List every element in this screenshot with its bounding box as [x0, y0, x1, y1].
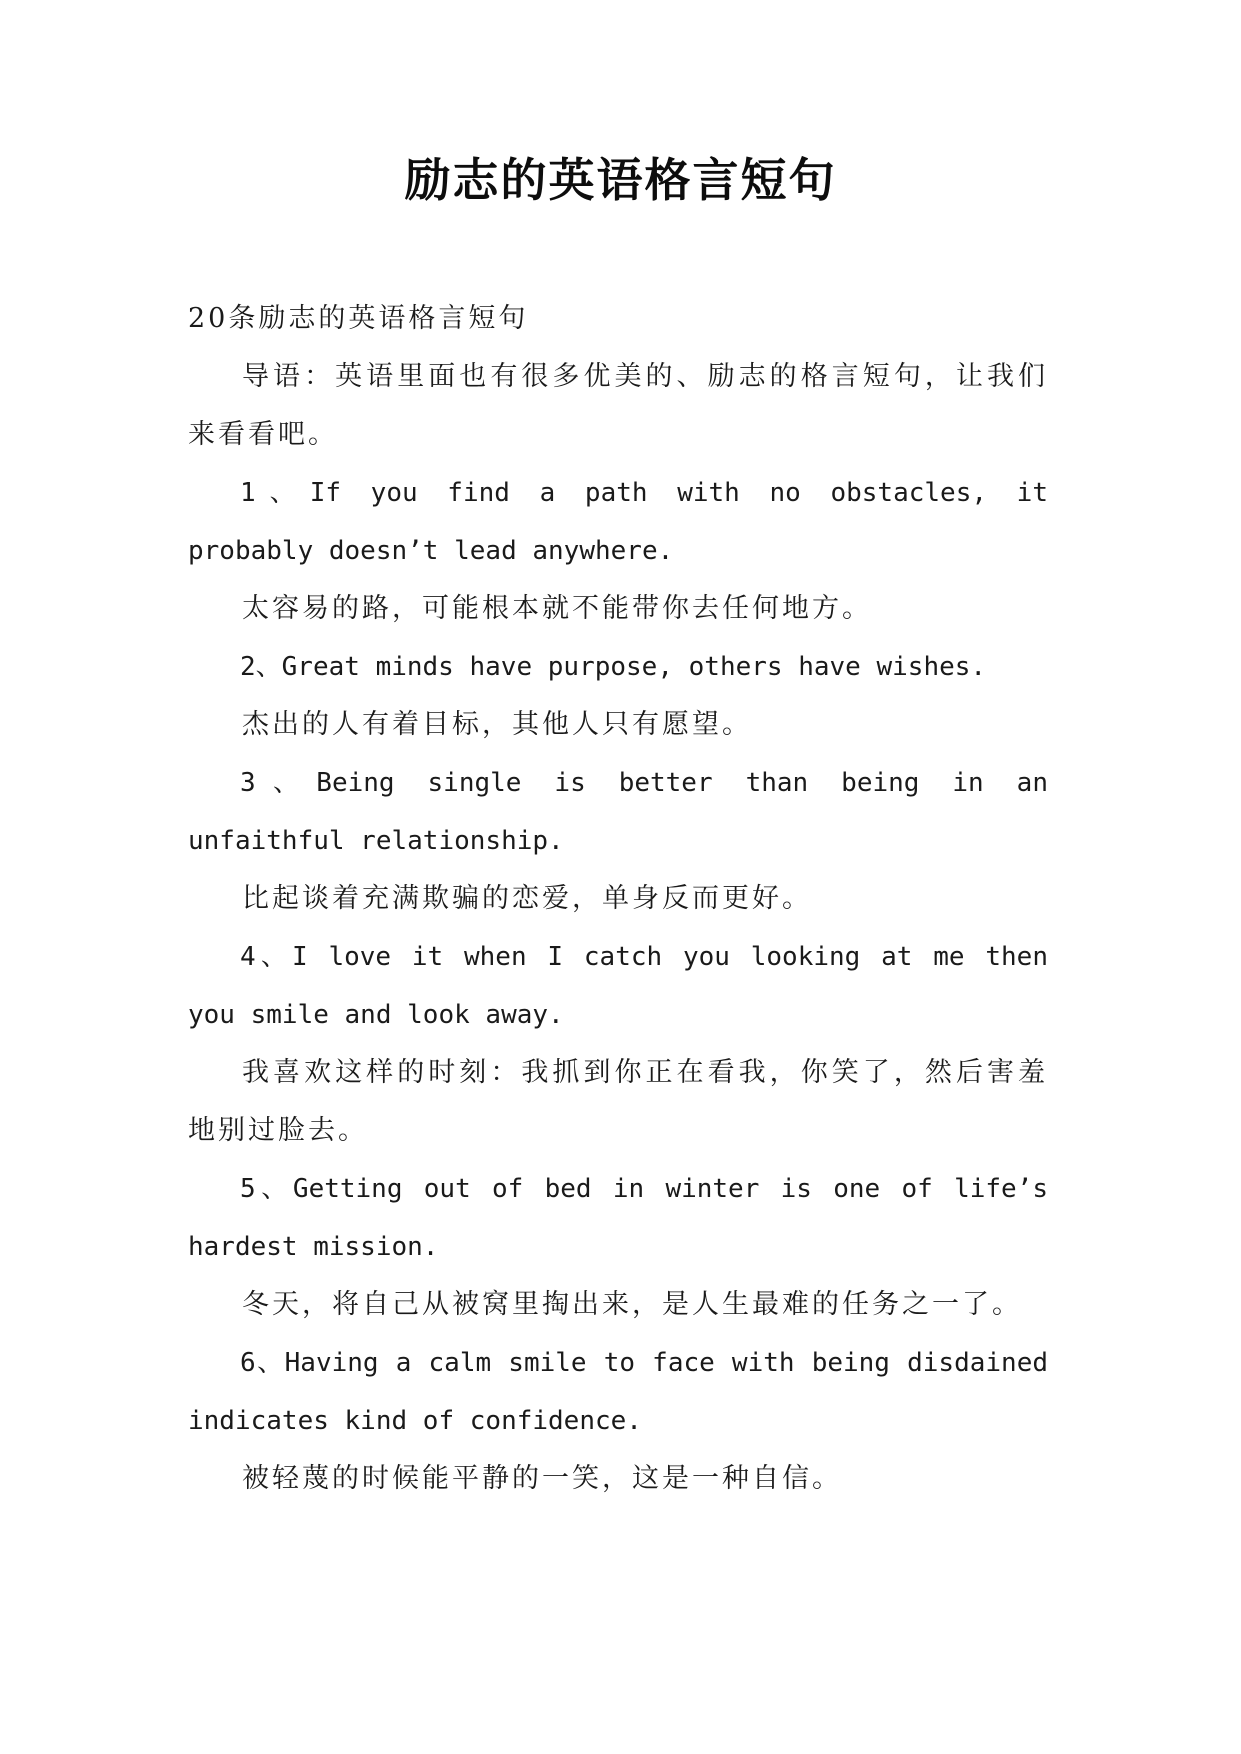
quote-chinese-2: 杰出的人有着目标，其他人只有愿望。 — [242, 709, 752, 740]
quote-english-4: 4、I love it when I catch you looking at me then you smile and look away. — [188, 942, 1048, 1030]
quote-english-1: 1、If you find a path with no obstacles, it probably doesn’t lead anywhere. — [188, 478, 1048, 566]
quote-english-2: 2、Great minds have purpose, others have wishes. — [240, 652, 987, 682]
quote-chinese-1: 太容易的路，可能根本就不能带你去任何地方。 — [242, 593, 872, 624]
section-heading: 20条励志的英语格言短句 — [188, 303, 529, 334]
document-body — [188, 290, 1048, 1508]
quote-english-5: 5、Getting out of bed in winter is one of life’s hardest mission. — [188, 1174, 1048, 1262]
intro-paragraph: 导语：英语里面也有很多优美的、励志的格言短句，让我们来看看吧。 — [188, 361, 1048, 450]
quote-chinese-5: 冬天，将自己从被窝里掏出来，是人生最难的任务之一了。 — [242, 1289, 1022, 1320]
quote-chinese-4: 我喜欢这样的时刻：我抓到你正在看我，你笑了，然后害羞地别过脸去。 — [188, 1057, 1048, 1146]
quote-english-6: 6、Having a calm smile to face with being disdained indicates kind of confidence. — [188, 1348, 1048, 1436]
quote-chinese-6: 被轻蔑的时候能平静的一笑，这是一种自信。 — [242, 1463, 842, 1494]
quote-english-3: 3、Being single is better than being in an unfaithful relationship. — [188, 768, 1048, 856]
quote-chinese-3: 比起谈着充满欺骗的恋爱，单身反而更好。 — [242, 883, 812, 914]
document-title: 励志的英语格言短句 — [404, 153, 837, 207]
